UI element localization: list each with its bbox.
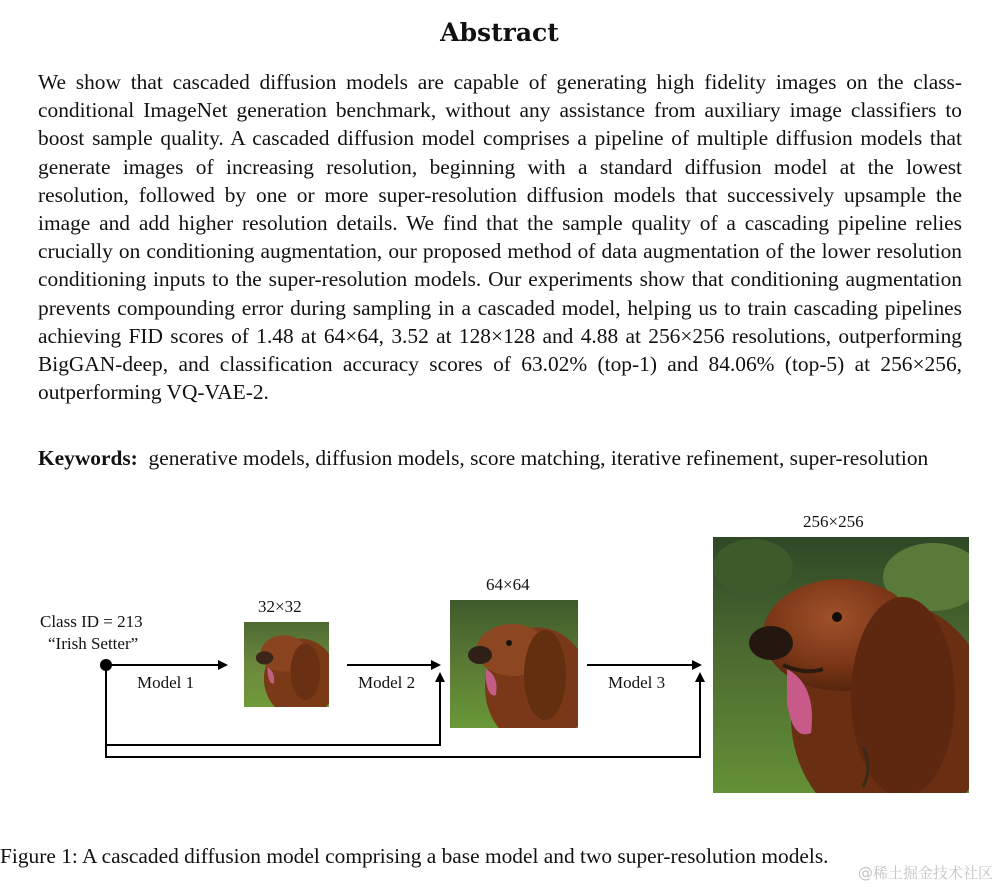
model-2-arrowhead <box>431 660 441 670</box>
watermark: @稀土掘金技术社区 <box>857 864 993 882</box>
keywords-text: generative models, diffusion models, score matching, iterative refinement, super-resolution <box>148 446 929 470</box>
model-2-arrow-line <box>347 664 431 666</box>
resolution-64-label: 64×64 <box>486 575 530 594</box>
model-3-arrowhead <box>692 660 702 670</box>
abstract-heading: Abstract <box>440 18 559 47</box>
keywords-label: Keywords: <box>38 446 138 470</box>
conditioning-line-to-model-2 <box>105 744 440 746</box>
conditioning-arrowhead-model-3 <box>695 672 705 682</box>
conditioning-line-up-model-3 <box>699 680 701 758</box>
conditioning-line-up-model-2 <box>439 680 441 746</box>
resolution-256-label: 256×256 <box>803 512 864 531</box>
model-3-arrow-line <box>587 664 693 666</box>
model-1-arrowhead <box>218 660 228 670</box>
class-name-label: “Irish Setter” <box>48 634 139 653</box>
dog-sample-64-graphic <box>450 600 578 728</box>
dog-sample-32-graphic <box>244 622 329 707</box>
dog-image-32 <box>244 622 329 707</box>
model-3-label: Model 3 <box>608 673 666 692</box>
dog-image-256 <box>713 537 969 793</box>
conditioning-line-to-model-3 <box>105 756 701 758</box>
class-id-label: Class ID = 213 <box>40 612 143 631</box>
resolution-32-label: 32×32 <box>258 597 302 616</box>
model-1-label: Model 1 <box>137 673 195 692</box>
dog-image-64 <box>450 600 578 728</box>
model-2-label: Model 2 <box>358 673 416 692</box>
figure-caption: Figure 1: A cascaded diffusion model comprising a base model and two super-resolution models. <box>0 844 829 868</box>
model-1-arrow-line <box>107 664 219 666</box>
abstract-paragraph: We show that cascaded diffusion models are capable of generating high fidelity images on the class-conditional ImageNet generation benchmark, without any assistance from auxiliary image classifiers to boost sample quality. A cascaded diffusion model comprises a pipeline of multiple diffusion models that generate images of increasing resolution, beginning with a standard diffusion model at the lowest resolution, followed by one or more super-resolution diffusion models that successively upsample the image and add higher resolution details. We find that the sample quality of a cascading pipeline relies crucially on conditioning augmentation, our proposed method of data augmentation of the lower resolution conditioning inputs to the super-resolution models. Our experiments show that conditioning augmentation prevents compounding error during sampling in a cascaded model, helping us to train cascading pipelines achieving FID scores of 1.48 at 64×64, 3.52 at 128×128 and 4.88 at 256×256 resolutions, outperforming BigGAN-deep, and classification accuracy scores of 63.02% (top-1) and 84.06% (top-5) at 256×256, outperforming VQ-VAE-2. <box>38 70 962 405</box>
keywords-line <box>38 444 962 472</box>
dog-sample-256-graphic <box>713 537 969 793</box>
cascade-figure <box>0 500 999 810</box>
conditioning-arrowhead-model-2 <box>435 672 445 682</box>
